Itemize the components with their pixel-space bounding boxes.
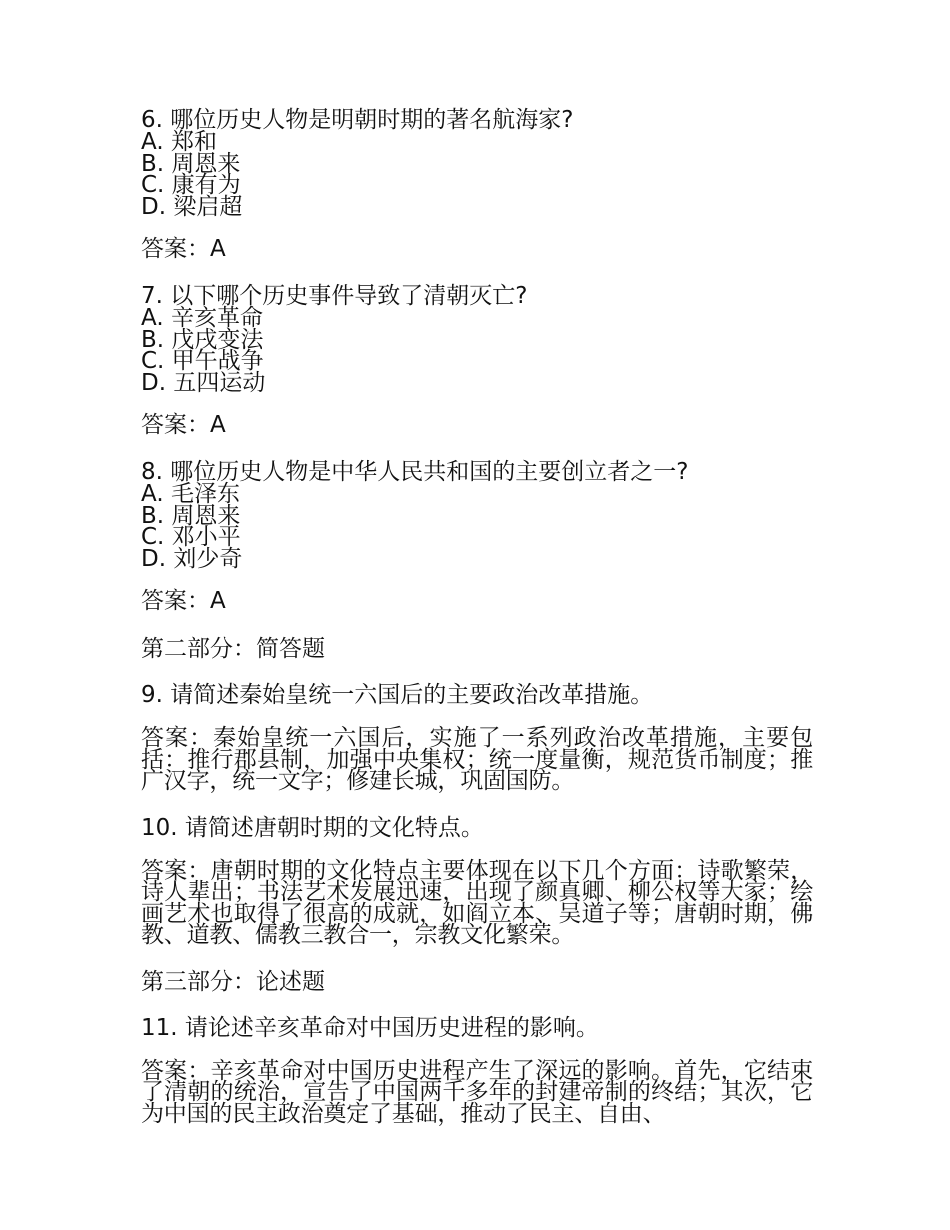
- option-a: A. 辛亥革命: [141, 305, 263, 331]
- section-heading-short-answer: 第二部分：简答题: [141, 636, 325, 662]
- option-a: A. 毛泽东: [141, 481, 240, 507]
- option-b: B. 周恩来: [141, 150, 241, 177]
- answer: 答案：A: [141, 588, 226, 614]
- question-9: 9. 请简述秦始皇统一六国后的主要政治改革措施。: [141, 682, 654, 708]
- answer-11: 答案：辛亥革命对中国历史进程产生了深远的影响。首先，它结束了清朝的统治，宣告了中国两千多年的封建帝制的终结；其次，它为中国的民主政治奠定了基础，推动了民主、自由、: [141, 1057, 813, 1127]
- option-d: D. 五四运动: [141, 369, 266, 396]
- option-b: B. 戊戌变法: [141, 326, 264, 353]
- question-title: 7. 以下哪个历史事件导致了清朝灭亡?: [141, 283, 528, 309]
- question-11: 11. 请论述辛亥革命对中国历史进程的影响。: [141, 1014, 599, 1041]
- option-b: B. 周恩来: [141, 502, 241, 529]
- answer-10: 答案：唐朝时期的文化特点主要体现在以下几个方面：诗歌繁荣，诗人辈出；书法艺术发展迅速，出现了颜真卿、柳公权等大家；绘画艺术也取得了很高的成就，如阎立本、吴道子等；唐朝时期，佛教、道教、儒教三教合一，宗教文化繁荣。: [141, 857, 813, 948]
- option-d: D. 梁启超: [141, 193, 243, 220]
- answer-9: 答案：秦始皇统一六国后，实施了一系列政治改革措施，主要包括：推行郡县制，加强中央集权；统一度量衡，规范货币制度；推广汉字，统一文字；修建长城，巩固国防。: [141, 725, 813, 794]
- question-10: 10. 请简述唐朝时期的文化特点。: [141, 814, 484, 841]
- option-c: C. 康有为: [141, 172, 241, 198]
- document-page: [141, 108, 813, 1125]
- answer: 答案：A: [141, 412, 226, 438]
- question-title: 8. 哪位历史人物是中华人民共和国的主要创立者之一?: [141, 459, 689, 485]
- question-title: 6. 哪位历史人物是明朝时期的著名航海家?: [141, 107, 574, 133]
- question-7: [141, 284, 813, 438]
- option-c: C. 邓小平: [141, 524, 241, 550]
- answer: 答案：A: [141, 236, 226, 262]
- option-d: D. 刘少奇: [141, 545, 243, 572]
- option-a: A. 郑和: [141, 129, 217, 155]
- option-c: C. 甲午战争: [141, 348, 264, 374]
- question-6: [141, 108, 813, 262]
- question-8: [141, 460, 813, 614]
- section-heading-essay: 第三部分：论述题: [141, 968, 325, 995]
